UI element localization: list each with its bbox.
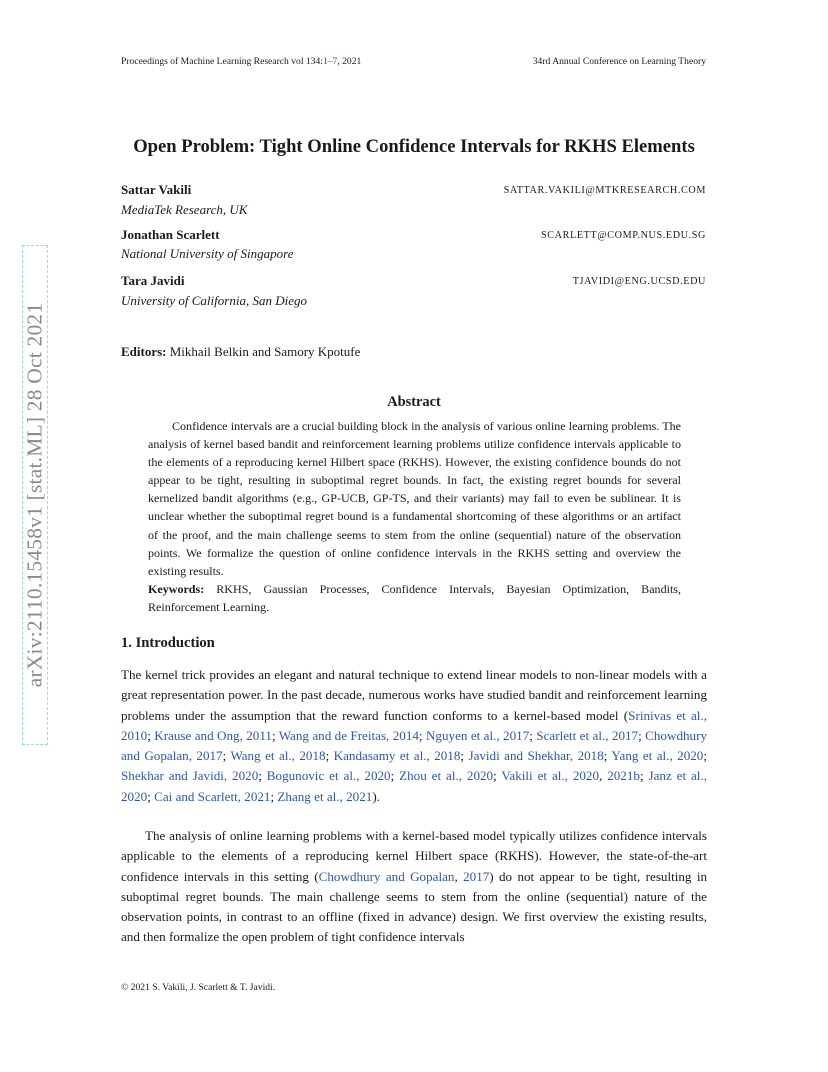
section-heading: 1. Introduction <box>121 635 215 651</box>
citation-separator: ; <box>325 748 334 764</box>
citation-link[interactable]: Chowdhury and Gopalan, 2017 <box>121 727 707 764</box>
citation-separator: ; <box>603 748 612 764</box>
citation-separator: ; <box>258 768 267 784</box>
header-pages-link[interactable]: 1–7 <box>322 56 338 67</box>
citation-separator: ; <box>390 768 400 784</box>
intro-paragraph-1 <box>121 665 707 807</box>
citation-link[interactable]: Kandasamy et al., 2018 <box>333 748 461 764</box>
citation-separator: ; <box>493 768 502 784</box>
citation-link[interactable]: Shekhar and Javidi, 2020 <box>121 768 259 784</box>
citation-separator: ; <box>529 727 537 743</box>
citation-link[interactable]: Vakili et al., 2020 <box>501 768 600 784</box>
citation-link[interactable]: Nguyen et al., 2017 <box>425 727 530 743</box>
editors-line <box>121 344 360 360</box>
citation-link[interactable]: Srinivas et al., 2010 <box>121 707 707 743</box>
citation-separator: , <box>454 868 464 884</box>
citation-separator: ; <box>147 788 155 804</box>
author-email: SCARLETT@COMP.NUS.EDU.SG <box>540 230 706 241</box>
citation-link[interactable]: Krause and Ong, 2011 <box>154 727 272 743</box>
citation-link[interactable]: Zhou et al., 2020 <box>399 768 494 784</box>
keywords-list: RKHS, Gaussian Processes, Confidence Intervals, Bayesian Optimization, Bandits, Reinforcement Learning. <box>148 582 681 615</box>
copyright-footer: © 2021 S. Vakili, J. Scarlett & T. Javidi. <box>121 982 276 993</box>
author-name: Jonathan Scarlett <box>121 227 220 242</box>
citation-separator: ; <box>703 748 707 764</box>
paragraph-text: ). <box>372 788 380 804</box>
paper-title: Open Problem: Tight Online Confidence Intervals for RKHS Elements <box>133 136 695 157</box>
paragraph-text: The analysis of online learning problems with a kernel-based model typically utilizes confidence intervals applicable to the elements of a reproducing kernel Hilbert space (RKHS). However, the state-of-the-art confidence intervals in this setting ( <box>121 828 707 884</box>
abstract-heading: Abstract <box>387 394 441 410</box>
author-affiliation: University of California, San Diego <box>121 293 307 308</box>
citation-separator: ; <box>460 748 469 764</box>
editors-label: Editors: <box>121 344 167 359</box>
citation-separator: ; <box>147 727 155 743</box>
citation-separator: ; <box>222 748 231 764</box>
citation-link[interactable]: Scarlett et al., 2017 <box>536 727 639 743</box>
author-email: SATTAR.VAKILI@MTKRESEARCH.COM <box>503 185 706 196</box>
running-header-left <box>121 56 361 67</box>
author-email: TJAVIDI@ENG.UCSD.EDU <box>572 276 706 287</box>
citation-link[interactable]: Cai and Scarlett, 2021 <box>154 788 271 804</box>
running-header-right: 34rd Annual Conference on Learning Theory <box>532 56 706 67</box>
editors-names: Mikhail Belkin and Samory Kpotufe <box>166 344 361 359</box>
citation-separator: ; <box>418 727 426 743</box>
paragraph-text: The kernel trick provides an elegant and natural technique to extend linear models to non-linear models with a great representation power. In the past decade, numerous works have studied bandit and reinforcement learning problems under the assumption that the reward function conforms to a kernel-based model ( <box>121 667 707 723</box>
citation-link[interactable]: Bogunovic et al., 2020 <box>266 768 391 784</box>
keywords-label: Keywords: <box>148 582 205 596</box>
paragraph-text: ) do not appear to be tight, resulting in suboptimal regret bounds. The main challenge seems to stem from the online (sequential) nature of the observation points, in contrast to an offline (fixed in advance) design. We first overview the existing results, and then formalize the open problem of tight confidence intervals <box>121 868 707 945</box>
arxiv-identifier: arXiv:2110.15458v1 [stat.ML] 28 Oct 2021 <box>22 302 47 688</box>
citation-link[interactable]: 2021b <box>607 768 640 784</box>
abstract-text: Confidence intervals are a crucial building block in the analysis of various online learning problems. The analysis of kernel based bandit and reinforcement learning problems utilize confidence intervals applicable to the elements of a reproducing kernel Hilbert space (RKHS). However, the existing confidence bounds do not appear to be tight, resulting in suboptimal regret bounds. In fact, the existing regret bounds for several kernelized bandit algorithms (e.g., GP-UCB, GP-TS, and their variants) may fail to even be sublinear. It is unclear whether the suboptimal regret bound is a fundamental shortcoming of these algorithms or an artifact of the proof, and the main challenge seems to stem from the online (sequential) nature of the observation points. We formalize the question of online confidence intervals in the RKHS setting and overview the existing results. <box>148 419 681 578</box>
citation-separator: ; <box>270 788 278 804</box>
citation-separator: ; <box>271 727 279 743</box>
header-venue: Proceedings of Machine Learning Research vol 134: <box>121 56 323 67</box>
author-affiliation: National University of Singapore <box>121 246 294 261</box>
arxiv-sidebar <box>22 245 48 745</box>
citation-link[interactable]: Wang and de Freitas, 2014 <box>278 727 419 743</box>
citation-separator: ; <box>639 768 649 784</box>
citation-link[interactable]: Janz et al., 2020 <box>121 768 707 804</box>
citation-separator: , <box>599 768 608 784</box>
citation-separator: ; <box>638 727 646 743</box>
citation-link[interactable]: Zhang et al., 2021 <box>277 788 373 804</box>
author-name: Sattar Vakili <box>121 182 192 197</box>
citation-link[interactable]: Chowdhury and Gopalan <box>318 868 455 884</box>
header-year: , 2021 <box>337 56 362 67</box>
author-affiliation: MediaTek Research, UK <box>121 202 248 217</box>
citation-link[interactable]: Javidi and Shekhar, 2018 <box>468 748 604 764</box>
author-name: Tara Javidi <box>121 273 185 288</box>
citation-link[interactable]: Yang et al., 2020 <box>611 748 704 764</box>
keywords <box>148 580 681 616</box>
intro-paragraph-2 <box>121 826 707 948</box>
citation-link[interactable]: 2017 <box>463 868 490 884</box>
citation-link[interactable]: Wang et al., 2018 <box>230 748 326 764</box>
